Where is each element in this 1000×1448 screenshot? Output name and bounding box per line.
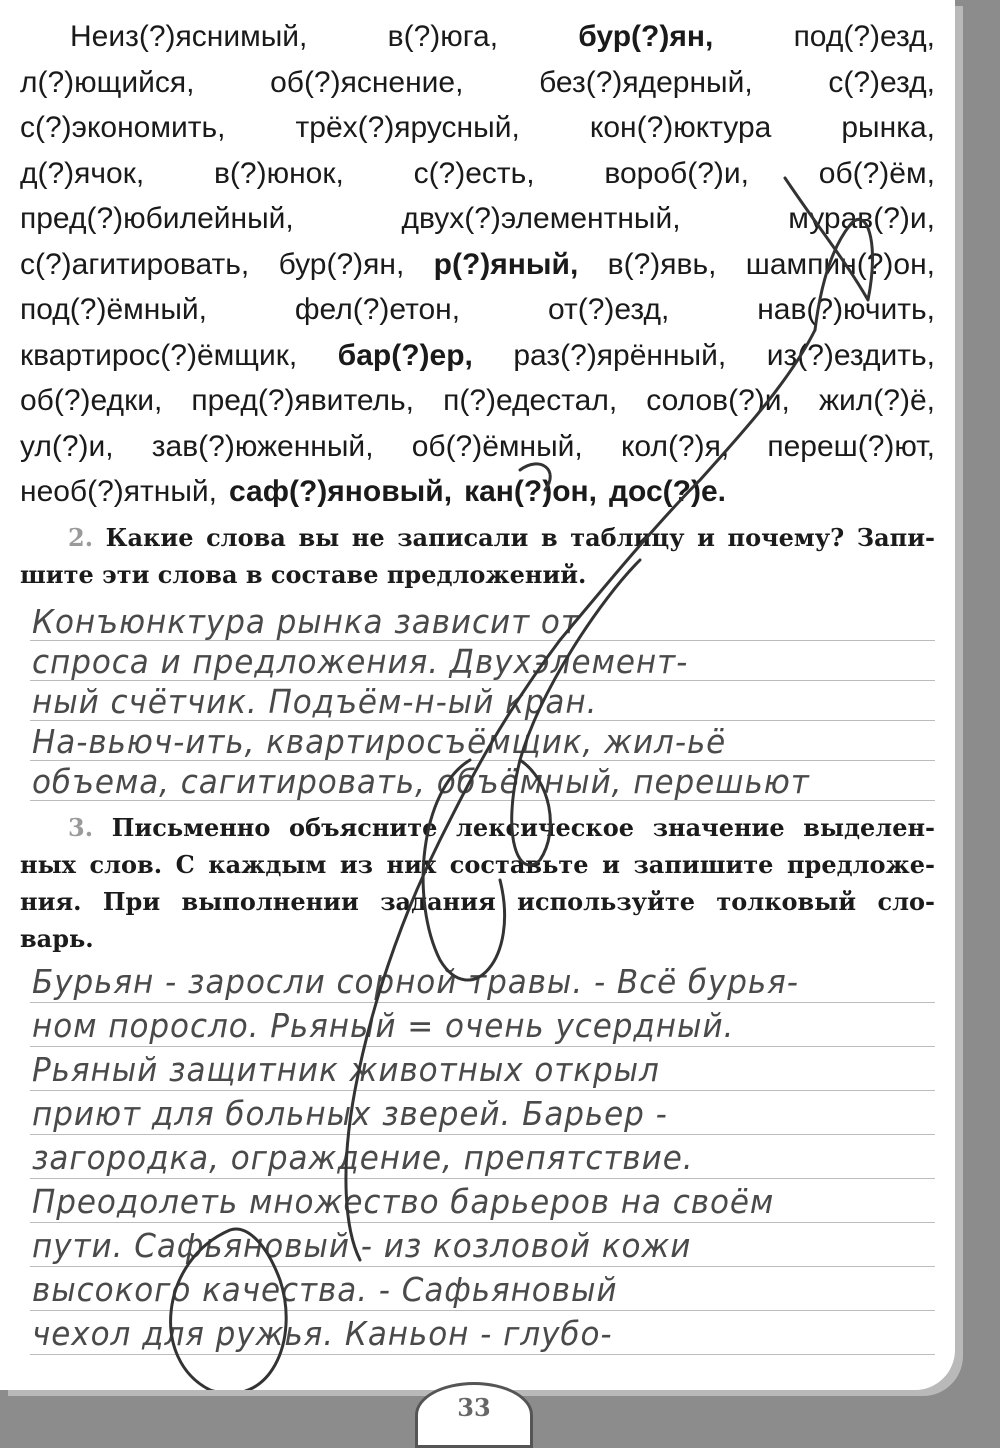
word-line xyxy=(20,287,935,333)
task-3-line: варь. xyxy=(20,924,94,953)
handwritten-line: Бурьян - заросли сорной травы. - Всё бурья- xyxy=(32,962,799,1001)
word-line xyxy=(20,60,935,106)
word-line xyxy=(20,378,935,424)
word: с(?)экономить, xyxy=(20,111,226,144)
word-line xyxy=(20,14,935,60)
highlighted-word: бур(?)ян, xyxy=(578,20,714,53)
word: в(?)юга, xyxy=(387,20,499,53)
task-2-line: шите эти слова в составе предложений. xyxy=(20,560,587,589)
word: фел(?)етон, xyxy=(294,293,461,326)
handwritten-line: пути. Сафьяновый - из козловой кожи xyxy=(32,1226,692,1265)
task-3-text: Письменно объясните лексическое значение выделен- xyxy=(111,813,935,842)
handwritten-line: приют для больных зверей. Барьер - xyxy=(32,1094,668,1133)
word: без(?)ядерный, xyxy=(539,65,753,99)
task-3-line: ных слов. С каждым из них составьте и запишите предложе- xyxy=(20,850,935,879)
word-list xyxy=(20,14,935,515)
handwritten-line: объема, сагитировать, объёмный, перешьют xyxy=(32,762,810,801)
task-2-number: 2. xyxy=(68,523,94,552)
word: рынка, xyxy=(841,111,935,144)
word: ул(?)и, xyxy=(20,429,114,463)
word-line xyxy=(20,333,935,379)
handwritten-line: Преодолеть множество барьеров на своём xyxy=(32,1182,775,1221)
word: раз(?)ярённый, xyxy=(513,338,727,372)
word: мурав(?)и, xyxy=(788,202,935,235)
word: солов(?)и, xyxy=(646,384,790,417)
word: об(?)яснение, xyxy=(270,65,464,99)
highlighted-word: бар(?)ер, xyxy=(337,338,473,372)
word: двух(?)элементный, xyxy=(401,202,681,235)
word: переш(?)ют, xyxy=(767,429,935,463)
highlighted-word: р(?)яный, xyxy=(433,247,579,281)
word: жил(?)ё, xyxy=(818,384,935,417)
word: об(?)едки, xyxy=(20,384,163,417)
handwritten-line: Конъюнктура рынка зависит от xyxy=(32,602,580,641)
word: об(?)ёмный, xyxy=(411,429,583,463)
word-line xyxy=(20,105,935,151)
task-3-line xyxy=(20,809,935,846)
word: кон(?)юктура xyxy=(589,111,772,144)
word: трёх(?)ярусный, xyxy=(295,111,520,144)
word: л(?)ющийся, xyxy=(20,65,195,99)
highlighted-word: саф(?)яновый, xyxy=(229,475,453,508)
task-3-line: ния. При выполнении задания используйте толковый сло- xyxy=(20,887,935,916)
word: зав(?)юженный, xyxy=(151,429,374,463)
word: пред(?)юбилейный, xyxy=(20,202,294,235)
word: с(?)есть, xyxy=(413,156,535,190)
handwritten-line: На-вьюч-ить, квартиросъёмщик, жил-ьё xyxy=(32,722,727,761)
word-line xyxy=(20,196,935,242)
word: вороб(?)и, xyxy=(604,156,749,190)
task-2-line xyxy=(20,519,935,556)
word-line xyxy=(20,242,935,288)
handwritten-line: спроса и предложения. Двухэлемент- xyxy=(32,642,689,681)
task-2-text: Какие слова вы не записали в таблицу и почему? Запи- xyxy=(105,523,935,552)
handwritten-line: ном поросло. Рьяный = очень усердный. xyxy=(32,1006,735,1045)
handwritten-line: высокого качества. - Сафьяновый xyxy=(32,1270,618,1309)
task-3 xyxy=(20,809,935,957)
handwritten-line: ный счётчик. Подъём-н-ый кран. xyxy=(32,682,598,721)
word: д(?)ячок, xyxy=(20,156,145,190)
word: квартирос(?)ёмщик, xyxy=(20,338,298,372)
word-line xyxy=(20,151,935,197)
handwritten-line: загородка, ограждение, препятствие. xyxy=(32,1138,694,1177)
task-3-number: 3. xyxy=(68,813,94,842)
highlighted-word: дос(?)е. xyxy=(609,475,726,508)
word: под(?)ёмный, xyxy=(20,293,207,326)
word: бур(?)ян, xyxy=(278,247,405,281)
word: шампин(?)он, xyxy=(745,247,935,281)
page-number-tab xyxy=(415,1382,533,1448)
word: с(?)езд, xyxy=(828,65,935,99)
word: пред(?)явитель, xyxy=(191,384,415,417)
word: под(?)езд, xyxy=(793,20,935,53)
word: в(?)юнок, xyxy=(213,156,344,190)
task-2 xyxy=(20,519,935,593)
word: п(?)едестал, xyxy=(443,384,618,417)
word: нав(?)ючить, xyxy=(757,293,935,326)
word: в(?)явь, xyxy=(607,247,717,281)
word-line xyxy=(20,424,935,470)
word: об(?)ём, xyxy=(818,156,935,190)
handwritten-line: чехол для ружья. Каньон - глубо- xyxy=(32,1314,613,1353)
word: Неиз(?)яснимый, xyxy=(70,20,308,53)
word: от(?)езд, xyxy=(547,293,670,326)
word: кол(?)я, xyxy=(620,429,730,463)
word: необ(?)ятный, xyxy=(20,475,217,508)
word-line xyxy=(20,469,935,515)
highlighted-word: кан(?)он, xyxy=(464,475,597,508)
word: с(?)агитировать, xyxy=(20,247,250,281)
word: из(?)ездить, xyxy=(766,338,935,372)
page-number: 33 xyxy=(457,1393,491,1422)
handwritten-line: Рьяный защитник животных открыл xyxy=(32,1050,660,1089)
